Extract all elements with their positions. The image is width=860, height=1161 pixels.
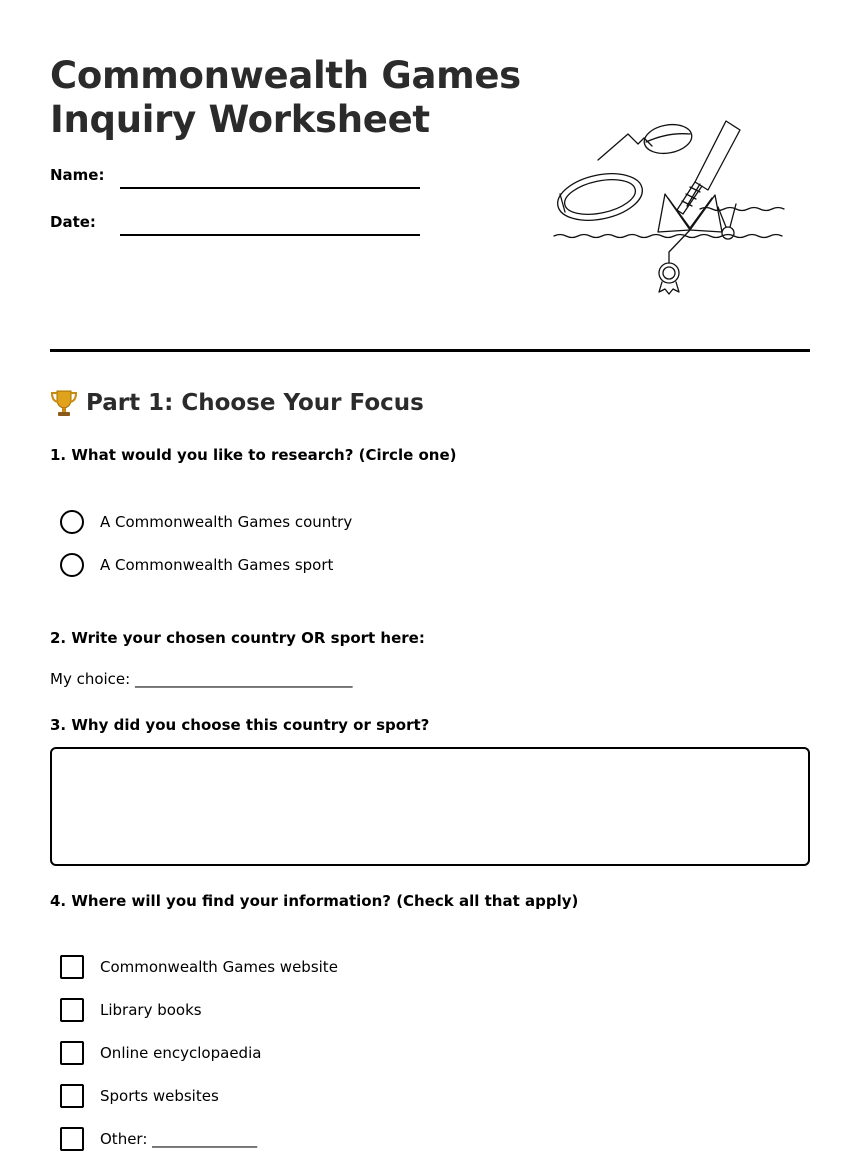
q4-option-label: Commonwealth Games website <box>100 958 338 976</box>
checkbox[interactable] <box>60 1041 84 1065</box>
q1-option-country[interactable] <box>60 510 352 534</box>
name-field[interactable] <box>120 187 420 189</box>
section-divider <box>50 349 810 352</box>
q1-option-label: A Commonwealth Games sport <box>100 556 334 574</box>
name-label: Name: <box>50 166 105 184</box>
part-1-heading <box>50 388 424 418</box>
sports-illustration-icon <box>550 112 790 302</box>
q4-option-label: Other: ______________ <box>100 1130 258 1148</box>
q4-option-label: Sports websites <box>100 1087 219 1105</box>
radio-circle[interactable] <box>60 510 84 534</box>
answer-box[interactable] <box>50 747 810 866</box>
q4-option-label: Online encyclopaedia <box>100 1044 262 1062</box>
checkbox[interactable] <box>60 998 84 1022</box>
question-1: 1. What would you like to research? (Circle one) <box>50 446 457 464</box>
title-line-1: Commonwealth Games <box>50 54 521 97</box>
q4-option-label: Library books <box>100 1001 202 1019</box>
q4-option-other[interactable] <box>60 1127 257 1151</box>
q1-option-sport[interactable] <box>60 553 333 577</box>
q4-option-library[interactable] <box>60 998 202 1022</box>
checkbox[interactable] <box>60 1127 84 1151</box>
question-3: 3. Why did you choose this country or sport? <box>50 716 430 734</box>
checkbox[interactable] <box>60 955 84 979</box>
q4-option-website[interactable] <box>60 955 338 979</box>
date-field[interactable] <box>120 234 420 236</box>
question-4: 4. Where will you find your information? (Check all that apply) <box>50 892 579 910</box>
page-title <box>50 54 521 142</box>
trophy-icon <box>50 388 78 418</box>
question-2: 2. Write your chosen country OR sport here: <box>50 629 425 647</box>
title-line-2: Inquiry Worksheet <box>50 98 430 141</box>
radio-circle[interactable] <box>60 553 84 577</box>
part-1-heading-text: Part 1: Choose Your Focus <box>86 390 424 416</box>
q4-option-sports-websites[interactable] <box>60 1084 219 1108</box>
q4-option-encyclopaedia[interactable] <box>60 1041 261 1065</box>
q1-option-label: A Commonwealth Games country <box>100 513 353 531</box>
my-choice-field[interactable]: My choice: _____________________________ <box>50 670 353 688</box>
checkbox[interactable] <box>60 1084 84 1108</box>
date-label: Date: <box>50 213 96 231</box>
